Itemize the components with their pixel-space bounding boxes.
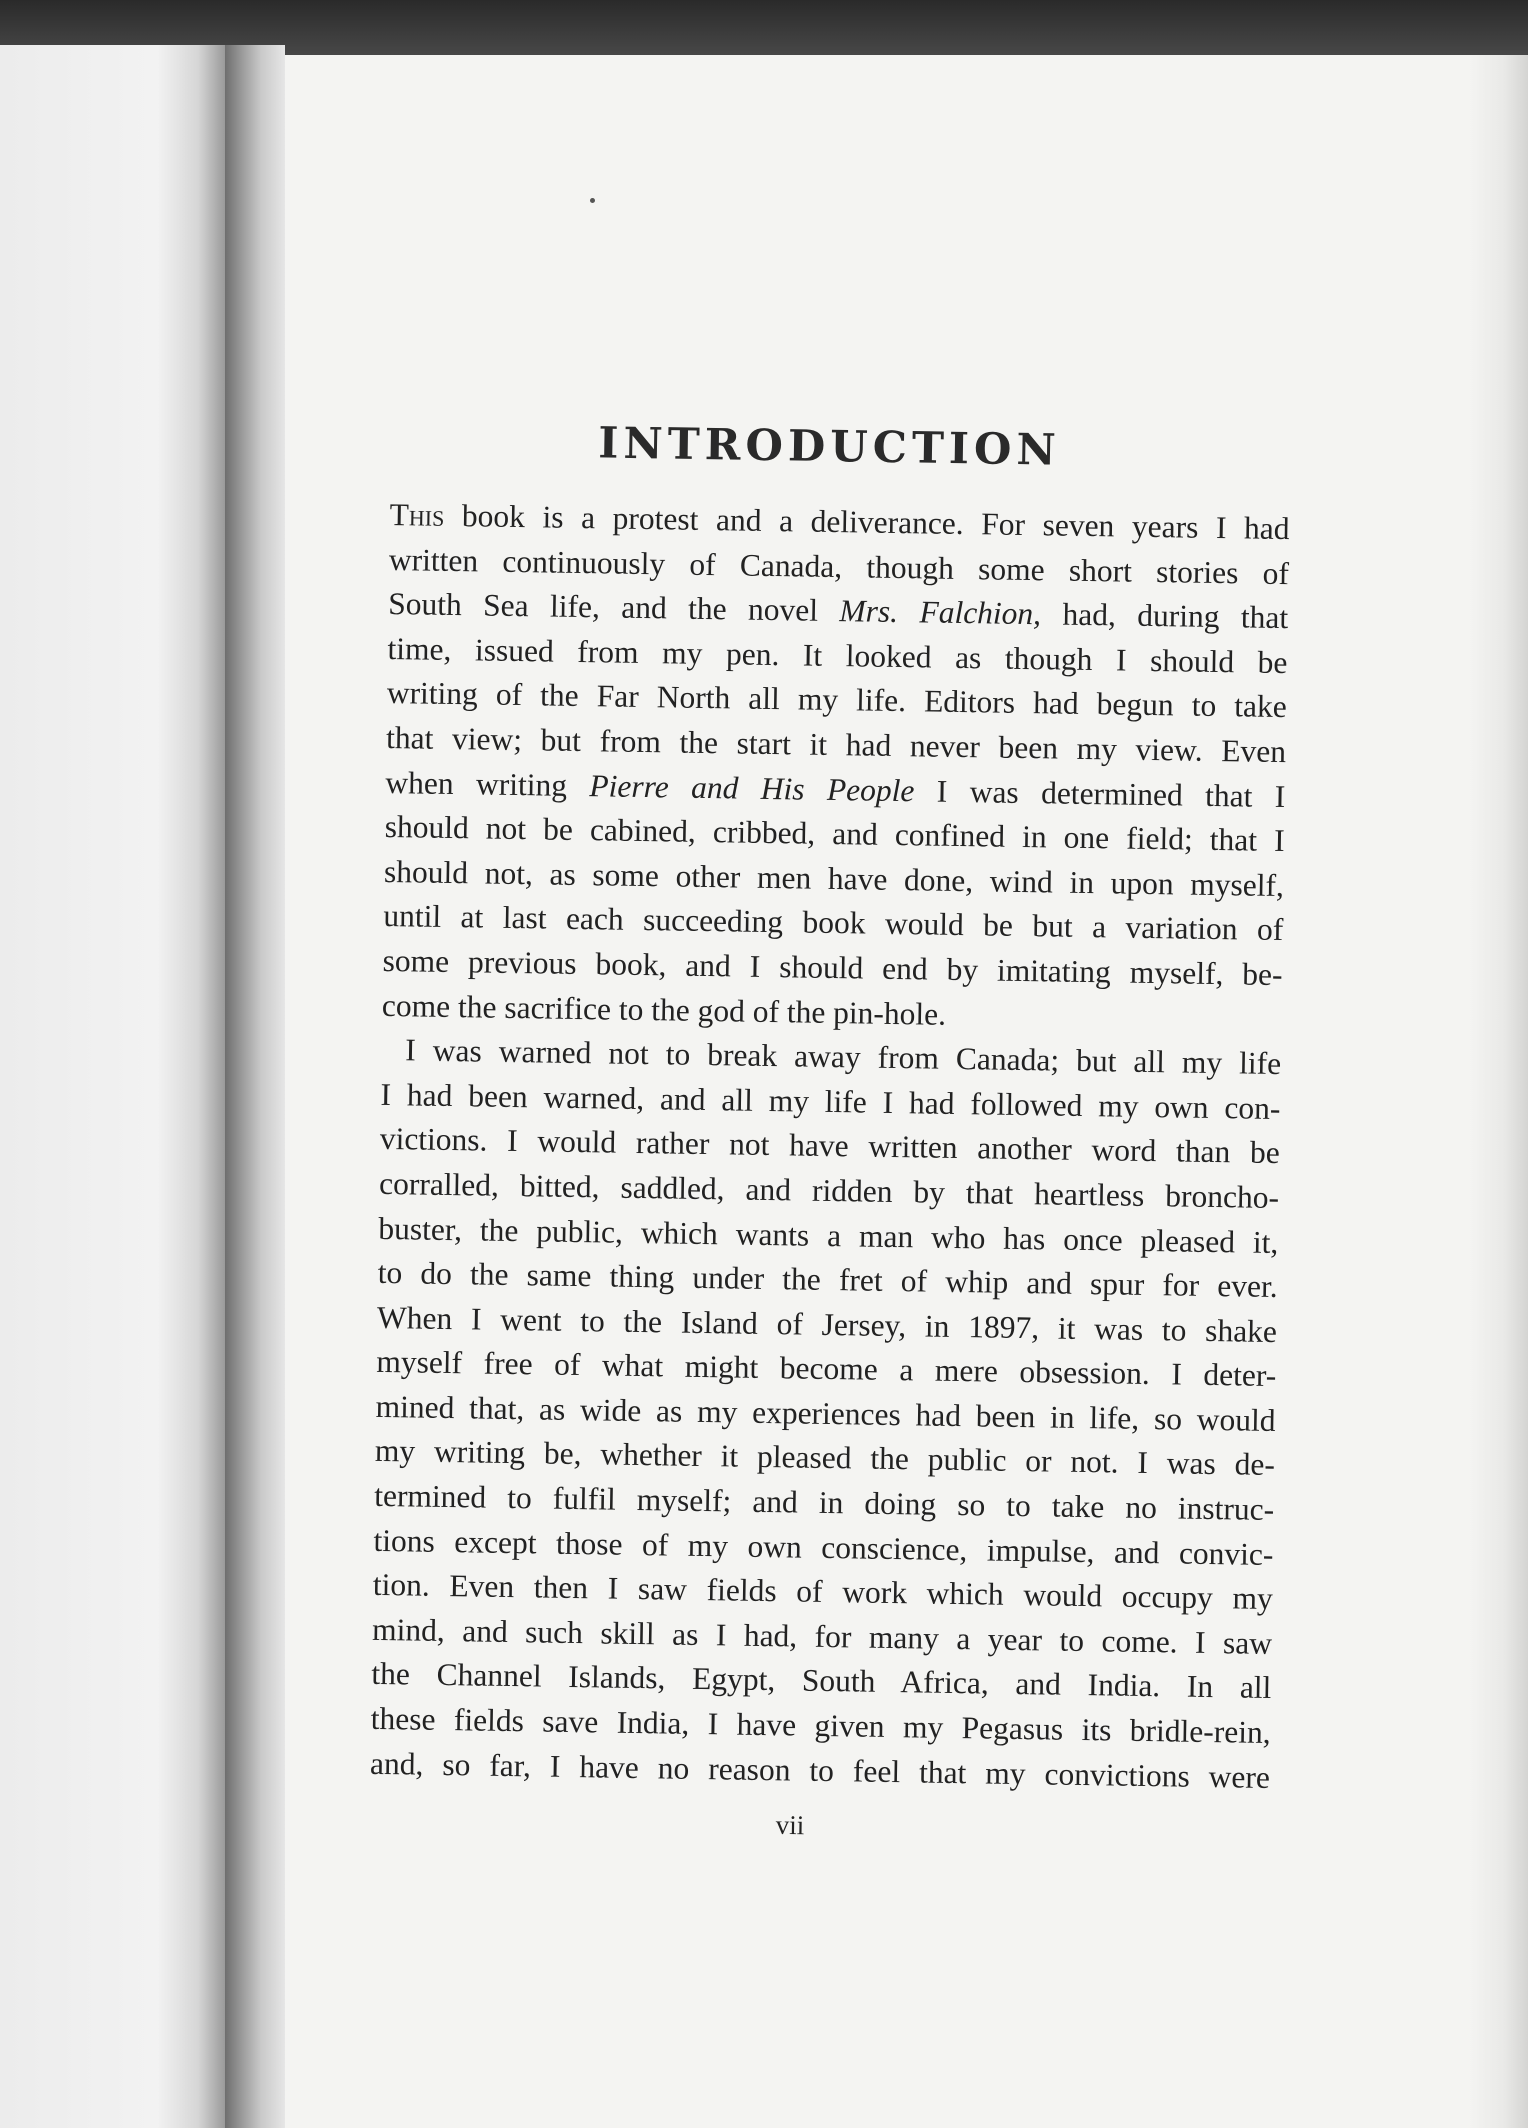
text-line: that view; but from the start it had never been my view. Even: [385, 719, 1287, 770]
text-line: When I went to the Island of Jersey, in 1897, it was to shake: [376, 1299, 1278, 1349]
drop-word: This: [389, 496, 445, 533]
text-line: my writing be, whether it pleased the public or not. I was de-: [374, 1433, 1276, 1483]
text-line: some previous book, and I should end by imitating myself, be-: [382, 942, 1283, 993]
text-line: South Sea life, and the novel Mrs. Falchion, had, during that: [387, 586, 1289, 636]
text-line: mined that, as wide as my experiences had been in life, so would: [375, 1388, 1276, 1438]
page-number: vii: [775, 1809, 805, 1841]
chapter-heading: INTRODUCTION: [597, 418, 1062, 476]
text-line: when writing Pierre and His People I was determined that I: [385, 764, 1286, 814]
text-line: these fields save India, I have given my Pegasus its bridle-rein,: [370, 1700, 1271, 1751]
ink-speck: [590, 198, 595, 203]
book-gutter: [225, 45, 285, 2128]
text-line: and, so far, I have no reason to feel that my convictions were: [369, 1745, 1271, 1795]
body-text: [370, 493, 1290, 1800]
text-line: myself free of what might become a mere obsession. I deter-: [376, 1344, 1277, 1394]
text-line: tions except those of my own conscience, impulse, and convic-: [373, 1522, 1274, 1572]
text-line: I had been warned, and all my life I had followed my own con-: [380, 1076, 1281, 1126]
text-line: This book is a protest and a deliverance. For seven years I had: [389, 496, 1290, 547]
text-line: the Channel Islands, Egypt, South Africa, and India. In all: [371, 1656, 1272, 1706]
left-page-edge: [0, 45, 225, 2128]
text-line: mind, and such skill as I had, for many a year to come. I saw: [371, 1611, 1273, 1661]
text-line: termined to fulfil myself; and in doing so to take no instruc-: [373, 1477, 1275, 1528]
text-line: corralled, bitted, saddled, and ridden by that heartless broncho-: [378, 1165, 1280, 1215]
italic-title: Mrs. Falchion,: [839, 593, 1042, 632]
text-line: victions. I would rather not have written another word than be: [379, 1121, 1281, 1171]
text-line: should not be cabined, cribbed, and confined in one field; that I: [384, 809, 1285, 859]
text-line: should not, as some other men have done, wind in upon myself,: [383, 853, 1285, 903]
text-line: to do the same thing under the fret of whip and spur for ever.: [377, 1254, 1278, 1305]
text-line: buster, the public, which wants a man who has once pleased it,: [378, 1210, 1279, 1260]
text-line: until at last each succeeding book would be but a variation of: [383, 898, 1284, 948]
text-line: time, issued from my pen. It looked as though I should be: [387, 630, 1288, 680]
italic-title: Pierre and His People: [589, 767, 915, 808]
text-line: writing of the Far North all my life. Editors had begun to take: [386, 675, 1288, 725]
text-line: tion. Even then I saw fields of work which would occupy my: [372, 1567, 1274, 1617]
page-edge-shadow: [1468, 55, 1528, 2128]
text-line: I was warned not to break away from Canada; but all my life: [404, 1032, 1282, 1082]
text-line: written continuously of Canada, though some short stories of: [388, 541, 1290, 591]
text-line: come the sacrifice to the god of the pin-hole.: [381, 987, 947, 1032]
